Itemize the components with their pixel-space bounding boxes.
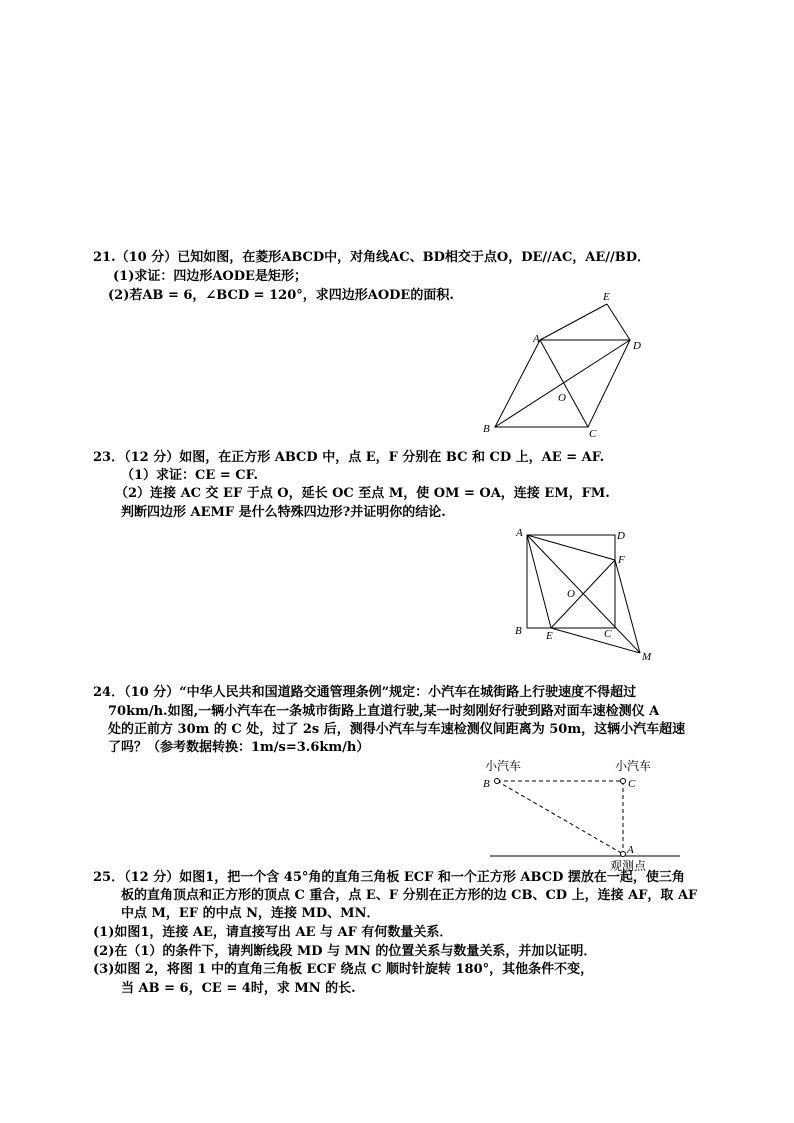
q23-seg-fm (615, 560, 640, 653)
q21-label-d: D (633, 340, 641, 352)
q24-figure (480, 755, 690, 875)
q24-observe-label: 观测点 (610, 859, 647, 873)
q24-label-a: A (627, 844, 634, 856)
q21-label-b: B (483, 423, 490, 435)
q23-label-m: M (642, 651, 652, 663)
q23-label-e: E (546, 630, 553, 642)
q21-diag-bd (495, 340, 630, 427)
q23-label-b: B (515, 625, 522, 637)
q23-label-o: O (567, 588, 575, 600)
q24-label-b: B (483, 778, 490, 790)
q24-stem-3: 处的正前方 30m 的 C 处，过了 2s 后，测得小汽车与车速检测仪间距离为 50m，这辆小汽车超速 (108, 722, 686, 737)
q23-label-f: F (618, 554, 625, 566)
q23-part1: （1）求证：CE = CF. (121, 468, 259, 483)
q23-label-a: A (516, 527, 523, 539)
q25-stem-1: 25．（12 分）如图1，把一个含 45°角的直角三角板 ECF 和一个正方形 ABCD 摆放在一起，使三角 (93, 870, 685, 885)
q24-point-a (621, 852, 626, 857)
q21-label-o: O (558, 392, 566, 404)
q23-label-d: D (617, 530, 625, 542)
q25-part2: (2)在（1）的条件下，请判断线段 MD 与 MN 的位置关系与数量关系，并加以证明． (93, 944, 597, 959)
q23-seg-af (527, 535, 615, 560)
q21-part1: (1)求证：四边形AODE是矩形； (113, 269, 307, 284)
q21-seg-ed (607, 304, 630, 340)
q23-seg-em (551, 628, 640, 653)
q21-figure (480, 290, 650, 440)
q24-car-right-label: 小汽车 (615, 759, 652, 773)
q25-stem-2: 板的直角顶点和正方形的顶点 C 重合，点 E、F 分别在正方形的边 CB、CD 上，连接 AF，取 AF (121, 888, 698, 903)
q24-point-b (495, 779, 500, 784)
q21-diag-ac (540, 340, 588, 427)
q25-part3: (3)如图 2，将图 1 中的直角三角板 ECF 绕点 C 顺时针旋转 180°，其他条件不变， (93, 962, 594, 977)
q23-seg-ae (527, 535, 551, 628)
q24-seg-ba (497, 781, 623, 854)
q23-stem: 23．（12 分）如图，在正方形 ABCD 中，点 E，F 分别在 BC 和 CD 上，AE = AF. (93, 450, 605, 465)
q25-stem-3: 中点 M，EF 的中点 N，连接 MD、MN． (121, 906, 380, 921)
q21-label-c: C (589, 428, 597, 440)
q24-label-c: C (628, 778, 636, 790)
q24-stem-4: 了吗？（参考数据转换：1m/s=3.6km/h） (108, 740, 370, 755)
q24-point-c (621, 779, 626, 784)
q24-car-left-label: 小汽车 (485, 759, 522, 773)
q21-label-e: E (603, 291, 610, 303)
q23-part2: （2）连接 AC 交 EF 于点 O，延长 OC 至点 M，使 OM = OA，连接 EM，FM. (115, 486, 610, 501)
q23-part2b: 判断四边形 AEMF 是什么特殊四边形?并证明你的结论. (121, 505, 446, 520)
q24-stem-1: 24．（10 分）“中华人民共和国道路交通管理条例”规定：小汽车在城街路上行驶速度不得超过 (93, 685, 637, 700)
q21-stem: 21.（10 分）已知如图，在菱形ABCD中，对角线AC、BD相交于点O，DE//AC，AE//BD． (93, 250, 651, 265)
q21-seg-ae (540, 304, 607, 340)
q23-figure (510, 525, 660, 665)
q23-label-c: C (604, 628, 612, 640)
q25-part3b: 当 AB = 6，CE = 4时，求 MN 的长. (121, 981, 356, 996)
q21-label-a: A (533, 333, 540, 345)
q21-part2: (2)若AB = 6，∠BCD = 120°，求四边形AODE的面积. (108, 288, 454, 303)
q24-stem-2: 70km/h.如图,一辆小汽车在一条城市街路上直道行驶,某一时刻刚好行驶到路对面车速检测仪 A (108, 704, 660, 719)
q25-part1: (1)如图1，连接 AE，请直接写出 AE 与 AF 有何数量关系． (93, 925, 453, 940)
